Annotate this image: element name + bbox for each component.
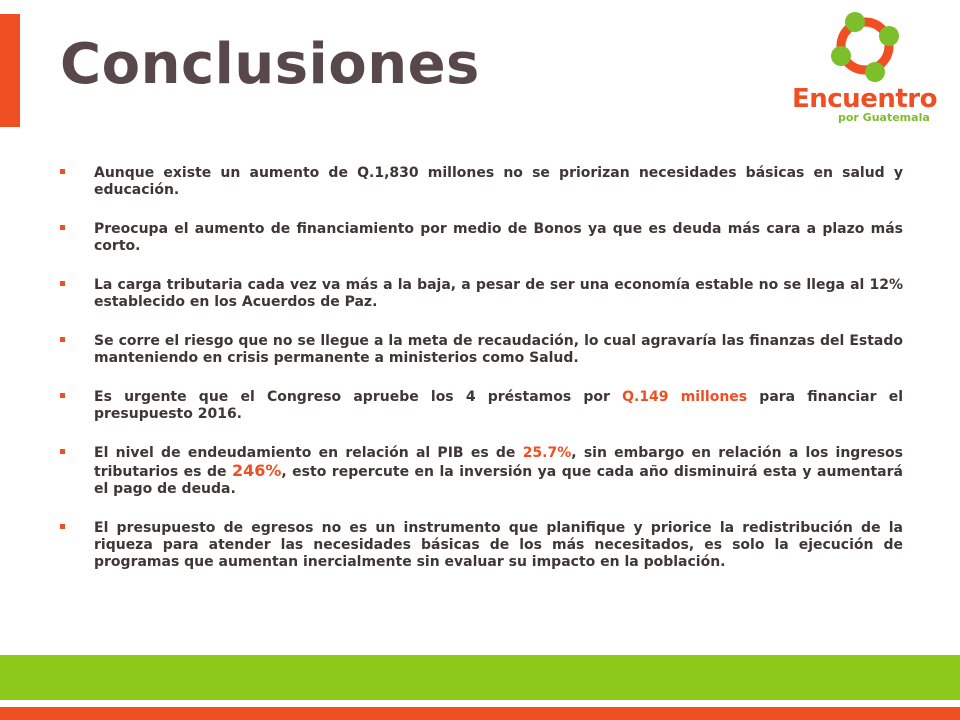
highlight-percent: 246% [231,461,282,480]
bullet-text-part: El nivel de endeudamiento en relación al PIB es de [94,445,523,461]
bullet-text: El presupuesto de egresos no es un instrumento que planifique y priorice la redistribución de la riqueza para atender las necesidades básicas de los más necesitados, es solo la ejecución de programas que aumentan inercialmente sin evaluar su impacto en la población. [94,520,903,570]
bullet-text [94,389,903,423]
bullet-square-icon [60,281,65,286]
highlight-percent: 25.7% [522,445,572,461]
bullet-text: La carga tributaria cada vez va más a la baja, a pesar de ser una economía estable no se llega al 12% establecido en los Acuerdos de Paz. [94,277,903,310]
bullet-text: Se corre el riesgo que no se llegue a la meta de recaudación, lo cual agravaría las finanzas del Estado manteniendo en crisis permanente a ministerios como Salud. [94,333,903,366]
bullet-text-part: , sin embargo en relación a los ingresos tributarios es de [94,445,903,480]
list-item [58,333,903,367]
list-item [58,165,903,199]
bullet-text-part: , esto repercute en la inversión ya que cada año disminuirá esta y aumentará el pago de deuda. [94,464,903,497]
logo-name: Encuentro [792,84,937,114]
list-item [58,221,903,255]
footer-green-band [0,655,960,700]
bullet-square-icon [60,225,65,230]
bullet-square-icon [60,169,65,174]
bullet-text: Aunque existe un aumento de Q.1,830 millones no se priorizan necesidades básicas en salud y educación. [94,165,903,198]
bullet-text [94,445,903,498]
logo-tagline: por Guatemala [838,111,930,124]
bullet-square-icon [60,524,65,529]
title-accent-bar [0,14,20,127]
highlight-amount: Q.149 millones [622,389,748,405]
bullet-text-part: para financiar el presupuesto 2016. [94,389,903,422]
bullet-text-part: Es urgente que el Congreso apruebe los 4 préstamos por [94,389,623,405]
bullet-square-icon [60,393,65,398]
bullet-square-icon [60,337,65,342]
footer-orange-band [0,707,960,720]
list-item [58,277,903,311]
slide-title: Conclusiones [60,32,480,97]
bullet-text: Preocupa el aumento de financiamiento por medio de Bonos ya que es deuda más cara a plazo más corto. [94,221,903,254]
list-item [58,389,903,423]
bullet-square-icon [60,449,65,454]
list-item [58,520,903,571]
conclusions-list [58,165,903,593]
list-item [58,445,903,498]
